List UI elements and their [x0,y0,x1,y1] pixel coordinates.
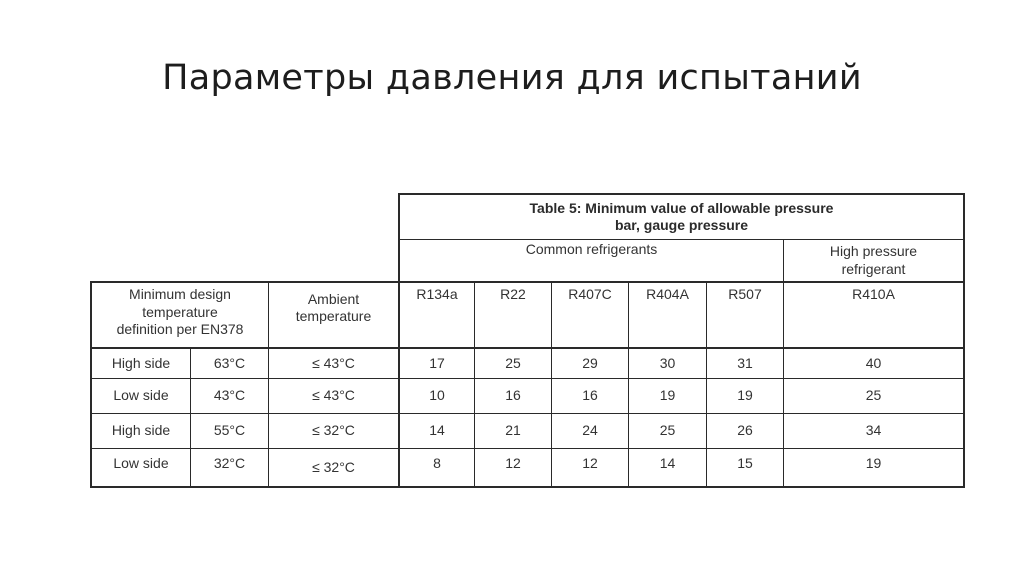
table-cell: 25 [865,387,882,404]
row-side: High side [111,422,171,439]
table-cell: 10 [429,387,445,404]
table-cell: 15 [737,455,753,472]
table-cell: 34 [865,422,882,439]
table-cell: 30 [659,354,676,371]
group-common-refrigerants: Common refrigerants [525,241,658,258]
caption-line: Table 5: Minimum value of allowable pressure [529,199,834,216]
header-refrigerant: R507 [728,286,762,303]
row-side: High side [111,354,171,371]
row-temp: 32°C [213,455,246,472]
row-temp: 43°C [213,387,246,404]
row-side: Low side [113,455,169,472]
row-ambient: ≤ 32°C [312,422,355,439]
table-caption [400,195,963,239]
header-refrigerant: R407C [568,286,612,303]
row-ambient: ≤ 43°C [312,387,355,404]
header-min-design-temperature: Minimum design temperature definition per EN378 [116,286,244,337]
header-refrigerant: R410A [852,286,895,303]
table-cell: 21 [505,422,521,439]
group-high-pressure-refrigerant: High pressure refrigerant [829,243,918,277]
header-refrigerant: R404A [646,286,689,303]
row-ambient: ≤ 32°C [312,458,355,475]
table-cell: 19 [865,455,882,472]
table-border [90,486,965,488]
header-refrigerant: R22 [500,286,526,303]
table-cell: 31 [737,354,753,371]
header-refrigerant: R134a [416,286,458,303]
table-cell: 25 [659,422,676,439]
slide-title: Параметры давления для испытаний [162,58,862,98]
table-cell: 12 [505,455,521,472]
table-cell: 24 [582,422,598,439]
row-side: Low side [113,387,169,404]
table-cell: 26 [737,422,753,439]
table-cell: 8 [433,455,441,472]
table-cell: 14 [659,455,676,472]
table-border [963,281,965,488]
table-cell: 17 [429,354,445,371]
header-ambient-temperature: Ambient temperature [295,290,372,324]
caption-line: bar, gauge pressure [614,217,749,233]
table-cell: 14 [429,422,445,439]
table-cell: 12 [582,455,598,472]
table-cell: 25 [505,354,521,371]
table-cell: 16 [582,387,598,404]
table-cell: 19 [659,387,676,404]
row-temp: 63°C [213,354,246,371]
table-cell: 40 [865,354,882,371]
table-cell: 29 [582,354,598,371]
row-temp: 55°C [213,422,246,439]
row-ambient: ≤ 43°C [312,354,355,371]
table-cell: 19 [737,387,753,404]
table-cell: 16 [505,387,521,404]
